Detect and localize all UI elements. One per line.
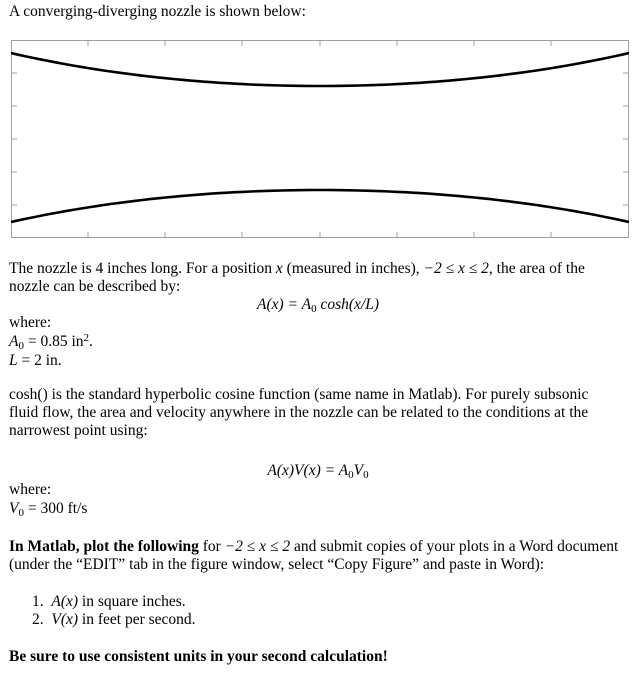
task-item-1: 1. A(x) in square inches. — [32, 593, 186, 610]
task-item-2: 2. V(x) in feet per second. — [32, 611, 196, 628]
v0-definition: $V_0 = 300$ ft/s — [9, 500, 88, 519]
continuity-equation: $A(x)V(x) = A_0V_0$ — [267, 462, 369, 481]
where-label-1: where: — [9, 314, 52, 331]
task-list — [32, 593, 592, 629]
final-note: Be sure to use consistent units in your second calculation! — [9, 648, 388, 665]
nozzle-upper-wall — [11, 53, 629, 86]
instruction-paragraph: In Matlab, plot the following for −2 ≤ x ≤ 2 and submit copies of your plots in a Word document (under the “EDIT” tab in the figure window, select “Copy Figure” and paste in Word): — [9, 538, 619, 573]
where-label-2: where: — [9, 481, 52, 498]
a0-definition: $A_0 = 0.85$ $in^2$. — [9, 332, 93, 352]
description-paragraph: The nozzle is 4 inches long. For a position x (measured in inches), −2 ≤ x ≤ 2, the area of the nozzle can be described by: — [9, 260, 585, 295]
nozzle-lower-wall — [11, 190, 629, 222]
nozzle-diagram — [11, 40, 629, 238]
l-definition: L = 2 in. — [9, 352, 62, 369]
intro-text: A converging-diverging nozzle is shown below: — [9, 3, 306, 20]
flow-paragraph: cosh() is the standard hyperbolic cosine function (same name in Matlab). For purely subsonic fluid flow, the area and velocity anywhere in the nozzle can be related to the conditions at the narrowest point using: — [9, 386, 589, 439]
area-equation: $A(x) = A_0$ cosh(x/L) — [257, 296, 379, 315]
